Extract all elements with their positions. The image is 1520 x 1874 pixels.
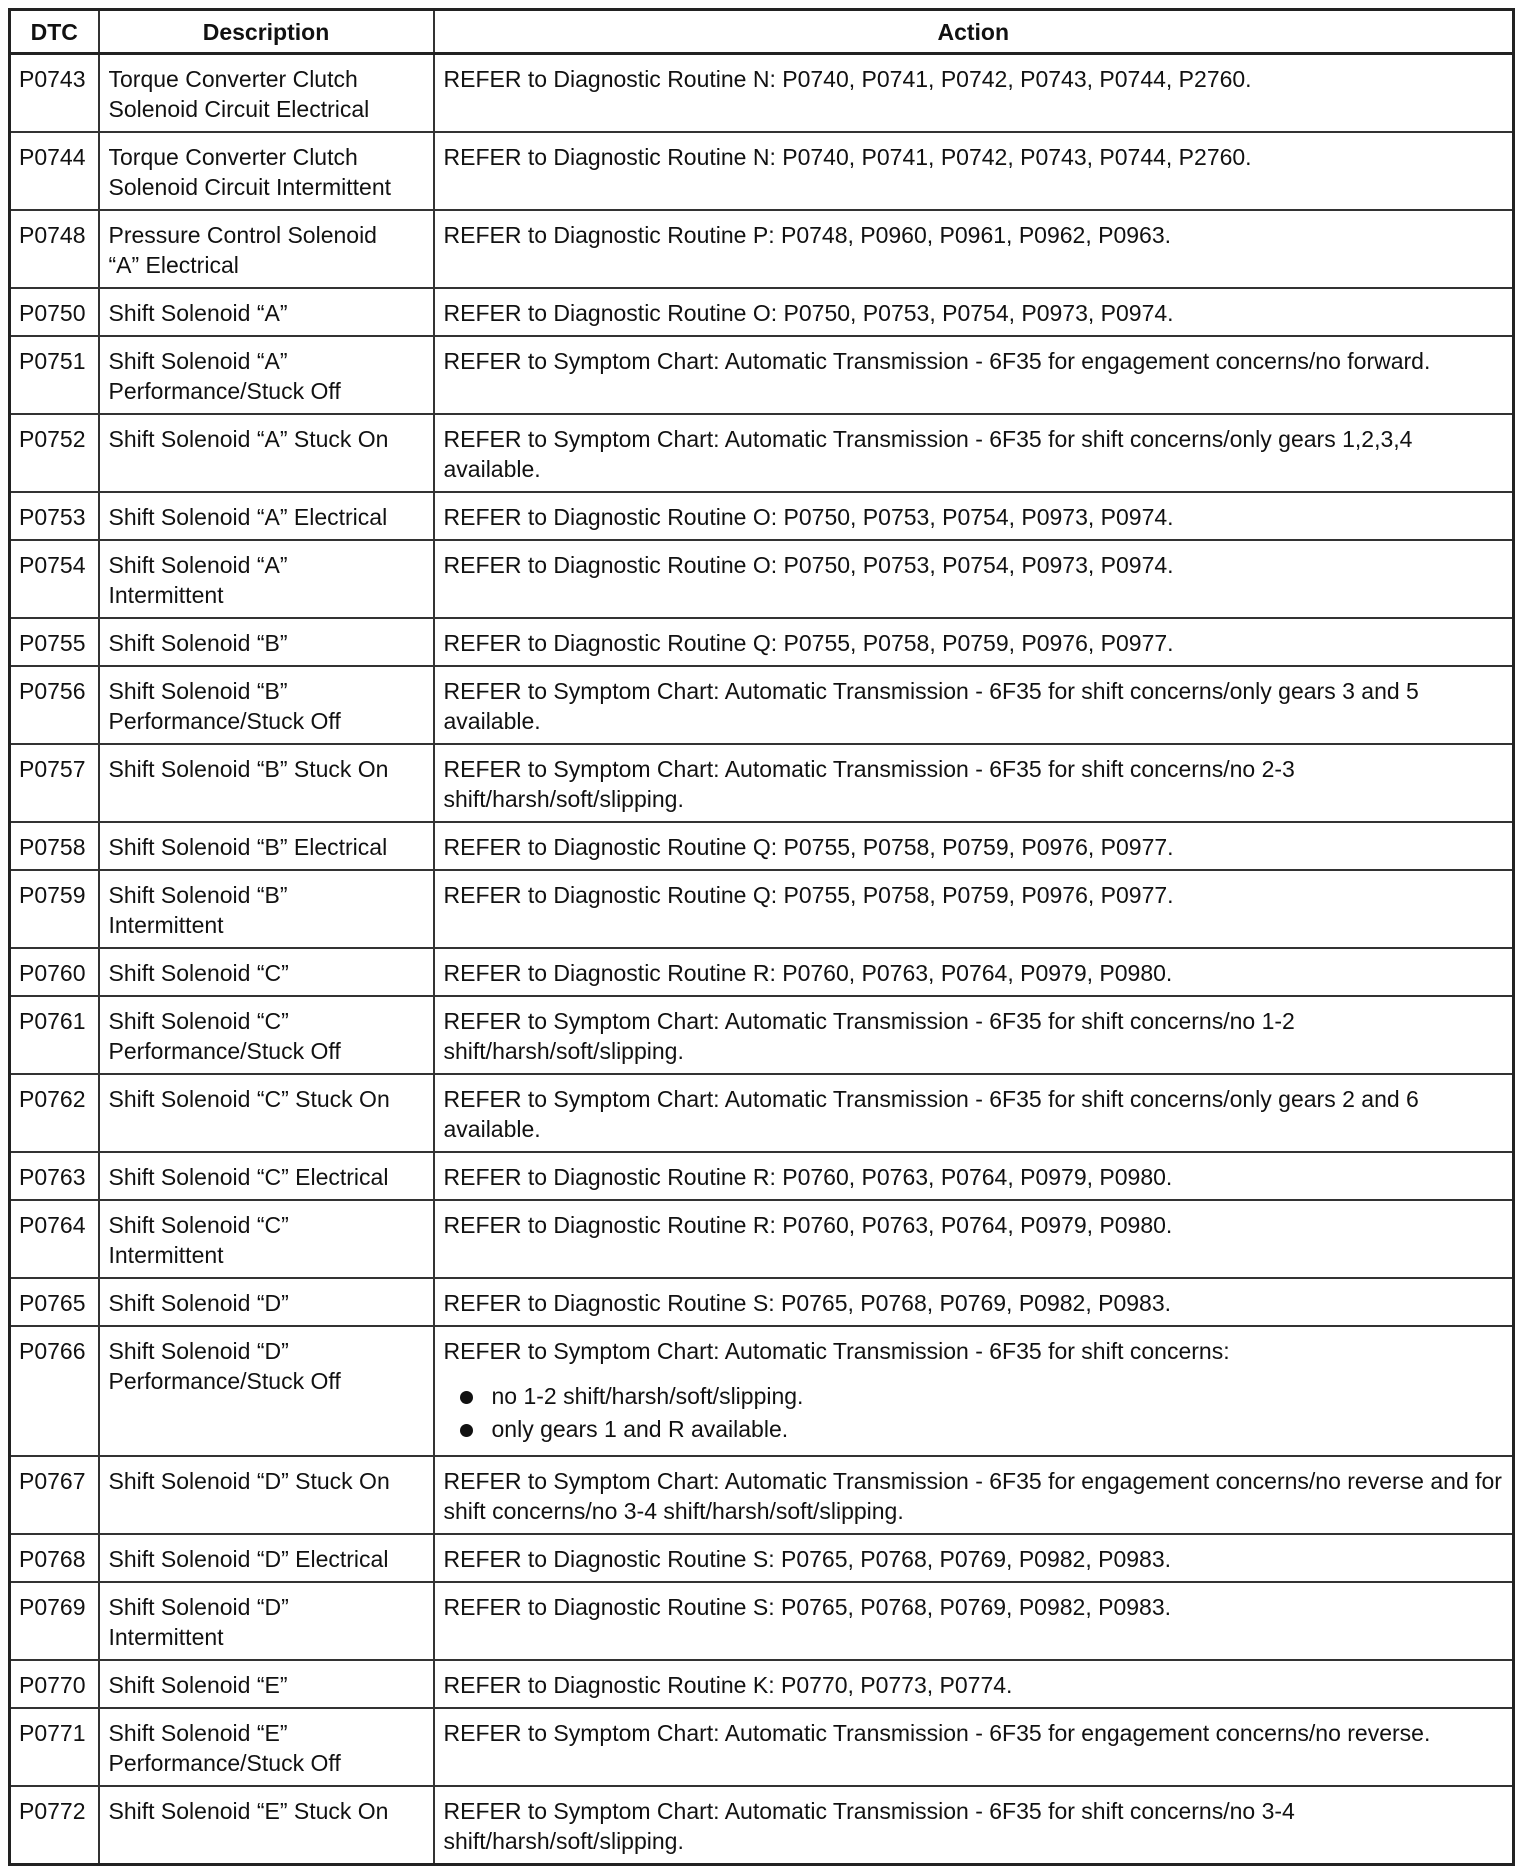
description-line-1: Shift Solenoid “C” <box>108 1212 289 1238</box>
dtc-code: P0751 <box>10 336 99 414</box>
table-row <box>10 666 1514 744</box>
dtc-action <box>434 1660 1514 1708</box>
table-header <box>10 10 1514 54</box>
dtc-table <box>8 8 1515 1866</box>
dtc-code: P0766 <box>10 1326 99 1456</box>
dtc-code: P0750 <box>10 288 99 336</box>
description-line-1: Torque Converter Clutch <box>108 144 358 170</box>
description-line-1: Shift Solenoid “B” <box>108 630 288 656</box>
dtc-action <box>434 1152 1514 1200</box>
description-line-1: Shift Solenoid “B” Electrical <box>108 834 388 860</box>
action-text: REFER to Diagnostic Routine S: P0765, P0768, P0769, P0982, P0983. <box>443 1594 1172 1620</box>
action-text: REFER to Symptom Chart: Automatic Transmission - 6F35 for shift concerns/no 1-2 shift/harsh/soft/slipping. <box>443 1008 1295 1064</box>
table-row <box>10 1152 1514 1200</box>
action-text: REFER to Diagnostic Routine R: P0760, P0763, P0764, P0979, P0980. <box>443 1212 1173 1238</box>
table-row <box>10 132 1514 210</box>
dtc-description <box>99 822 434 870</box>
description-line-1: Shift Solenoid “C” <box>108 1008 289 1034</box>
header-action: Action <box>434 10 1514 54</box>
action-text: REFER to Symptom Chart: Automatic Transmission - 6F35 for engagement concerns/no reverse and for shift concerns/no 3-4 shift/harsh/soft/slipping. <box>443 1468 1502 1524</box>
description-line-2: Intermittent <box>108 1624 224 1650</box>
action-text: REFER to Diagnostic Routine P: P0748, P0960, P0961, P0962, P0963. <box>443 222 1172 248</box>
dtc-code: P0769 <box>10 1582 99 1660</box>
description-line-2: Performance/Stuck Off <box>108 1750 341 1776</box>
dtc-description <box>99 618 434 666</box>
dtc-code: P0754 <box>10 540 99 618</box>
table-body <box>10 54 1514 1865</box>
description-line-1: Shift Solenoid “D” <box>108 1290 289 1316</box>
action-text: REFER to Diagnostic Routine O: P0750, P0753, P0754, P0973, P0974. <box>443 300 1174 326</box>
description-line-1: Shift Solenoid “D” <box>108 1338 289 1364</box>
table-row <box>10 870 1514 948</box>
description-line-2: Intermittent <box>108 582 224 608</box>
table-row <box>10 336 1514 414</box>
dtc-action <box>434 1326 1514 1456</box>
dtc-description <box>99 210 434 288</box>
table-row <box>10 822 1514 870</box>
dtc-description <box>99 1534 434 1582</box>
dtc-action <box>434 996 1514 1074</box>
table-row <box>10 618 1514 666</box>
description-line-1: Shift Solenoid “E” Stuck On <box>108 1798 389 1824</box>
table-row <box>10 1660 1514 1708</box>
bullet-dot-icon <box>460 1424 473 1437</box>
dtc-description <box>99 1660 434 1708</box>
dtc-code: P0760 <box>10 948 99 996</box>
table-row <box>10 288 1514 336</box>
dtc-code: P0757 <box>10 744 99 822</box>
dtc-action <box>434 1534 1514 1582</box>
dtc-action <box>434 414 1514 492</box>
dtc-description <box>99 1456 434 1534</box>
action-text: REFER to Diagnostic Routine O: P0750, P0753, P0754, P0973, P0974. <box>443 552 1174 578</box>
action-bullet-list <box>444 1380 1505 1446</box>
dtc-action <box>434 132 1514 210</box>
dtc-code: P0771 <box>10 1708 99 1786</box>
dtc-action <box>434 1708 1514 1786</box>
table-row <box>10 414 1514 492</box>
description-line-1: Shift Solenoid “E” <box>108 1720 288 1746</box>
description-line-1: Shift Solenoid “D” Electrical <box>108 1546 389 1572</box>
dtc-code: P0765 <box>10 1278 99 1326</box>
dtc-action <box>434 1278 1514 1326</box>
description-line-2: “A” Electrical <box>108 252 239 278</box>
action-bullet-item <box>444 1380 1505 1413</box>
dtc-code: P0762 <box>10 1074 99 1152</box>
action-text: REFER to Diagnostic Routine Q: P0755, P0758, P0759, P0976, P0977. <box>443 630 1174 656</box>
dtc-description <box>99 336 434 414</box>
dtc-description <box>99 540 434 618</box>
table-row <box>10 1456 1514 1534</box>
table-row <box>10 1074 1514 1152</box>
description-line-1: Shift Solenoid “C” Stuck On <box>108 1086 390 1112</box>
action-text: REFER to Diagnostic Routine S: P0765, P0768, P0769, P0982, P0983. <box>443 1546 1172 1572</box>
table-row <box>10 1278 1514 1326</box>
description-line-1: Shift Solenoid “B” Stuck On <box>108 756 389 782</box>
dtc-action <box>434 1456 1514 1534</box>
dtc-code: P0758 <box>10 822 99 870</box>
description-line-2: Performance/Stuck Off <box>108 1368 341 1394</box>
table-row <box>10 996 1514 1074</box>
description-line-1: Torque Converter Clutch <box>108 66 358 92</box>
dtc-action <box>434 870 1514 948</box>
dtc-code: P0772 <box>10 1786 99 1865</box>
dtc-description <box>99 948 434 996</box>
dtc-code: P0770 <box>10 1660 99 1708</box>
description-line-1: Shift Solenoid “B” <box>108 678 288 704</box>
dtc-description <box>99 1786 434 1865</box>
dtc-table-page <box>8 8 1512 1866</box>
description-line-2: Performance/Stuck Off <box>108 1038 341 1064</box>
dtc-code: P0768 <box>10 1534 99 1582</box>
action-text: REFER to Diagnostic Routine N: P0740, P0741, P0742, P0743, P0744, P2760. <box>443 144 1252 170</box>
dtc-description <box>99 414 434 492</box>
action-text: REFER to Diagnostic Routine N: P0740, P0741, P0742, P0743, P0744, P2760. <box>443 66 1252 92</box>
dtc-action <box>434 1074 1514 1152</box>
dtc-action <box>434 1200 1514 1278</box>
dtc-action <box>434 666 1514 744</box>
dtc-description <box>99 1278 434 1326</box>
dtc-code: P0748 <box>10 210 99 288</box>
dtc-code: P0763 <box>10 1152 99 1200</box>
description-line-1: Shift Solenoid “B” <box>108 882 288 908</box>
dtc-description <box>99 132 434 210</box>
action-text: REFER to Symptom Chart: Automatic Transmission - 6F35 for shift concerns: <box>443 1338 1230 1364</box>
action-text: REFER to Symptom Chart: Automatic Transmission - 6F35 for shift concerns/no 3-4 shift/harsh/soft/slipping. <box>443 1798 1295 1854</box>
table-row <box>10 1582 1514 1660</box>
dtc-code: P0767 <box>10 1456 99 1534</box>
dtc-description <box>99 1200 434 1278</box>
action-text: REFER to Diagnostic Routine Q: P0755, P0758, P0759, P0976, P0977. <box>443 882 1174 908</box>
table-row <box>10 492 1514 540</box>
description-line-1: Shift Solenoid “C” <box>108 960 289 986</box>
table-row <box>10 1786 1514 1865</box>
header-description: Description <box>99 10 434 54</box>
action-text: REFER to Diagnostic Routine S: P0765, P0768, P0769, P0982, P0983. <box>443 1290 1172 1316</box>
header-dtc: DTC <box>10 10 99 54</box>
dtc-action <box>434 336 1514 414</box>
description-line-1: Shift Solenoid “A” <box>108 348 288 374</box>
description-line-1: Shift Solenoid “D” Stuck On <box>108 1468 390 1494</box>
description-line-1: Shift Solenoid “A” <box>108 552 288 578</box>
dtc-description <box>99 1074 434 1152</box>
dtc-code: P0744 <box>10 132 99 210</box>
action-bullet-item <box>444 1413 1505 1446</box>
table-row <box>10 1534 1514 1582</box>
dtc-code: P0743 <box>10 54 99 133</box>
dtc-action <box>434 492 1514 540</box>
table-row <box>10 1708 1514 1786</box>
dtc-description <box>99 744 434 822</box>
dtc-description <box>99 54 434 133</box>
dtc-description <box>99 1582 434 1660</box>
description-line-1: Shift Solenoid “A” <box>108 300 288 326</box>
table-row <box>10 948 1514 996</box>
table-row <box>10 1200 1514 1278</box>
description-line-1: Shift Solenoid “A” Stuck On <box>108 426 389 452</box>
dtc-code: P0759 <box>10 870 99 948</box>
dtc-code: P0755 <box>10 618 99 666</box>
dtc-action <box>434 210 1514 288</box>
action-text: REFER to Symptom Chart: Automatic Transmission - 6F35 for engagement concerns/no reverse. <box>443 1720 1431 1746</box>
action-text: REFER to Symptom Chart: Automatic Transmission - 6F35 for shift concerns/only gears 3 and 5 available. <box>443 678 1419 734</box>
description-line-2: Performance/Stuck Off <box>108 378 341 404</box>
description-line-1: Shift Solenoid “A” Electrical <box>108 504 388 530</box>
table-row <box>10 744 1514 822</box>
dtc-action <box>434 288 1514 336</box>
dtc-code: P0753 <box>10 492 99 540</box>
dtc-action <box>434 1582 1514 1660</box>
dtc-description <box>99 1708 434 1786</box>
bullet-text: only gears 1 and R available. <box>491 1416 789 1442</box>
dtc-description <box>99 666 434 744</box>
description-line-1: Shift Solenoid “C” Electrical <box>108 1164 389 1190</box>
table-row <box>10 210 1514 288</box>
dtc-description <box>99 288 434 336</box>
dtc-description <box>99 996 434 1074</box>
description-line-1: Shift Solenoid “E” <box>108 1672 288 1698</box>
action-text: REFER to Diagnostic Routine O: P0750, P0753, P0754, P0973, P0974. <box>443 504 1174 530</box>
action-text: REFER to Symptom Chart: Automatic Transmission - 6F35 for shift concerns/only gears 1,2,3,4 available. <box>443 426 1413 482</box>
dtc-code: P0761 <box>10 996 99 1074</box>
table-row <box>10 54 1514 133</box>
description-line-2: Intermittent <box>108 912 224 938</box>
action-text: REFER to Diagnostic Routine K: P0770, P0773, P0774. <box>443 1672 1013 1698</box>
action-text: REFER to Symptom Chart: Automatic Transmission - 6F35 for shift concerns/no 2-3 shift/harsh/soft/slipping. <box>443 756 1295 812</box>
dtc-code: P0756 <box>10 666 99 744</box>
bullet-dot-icon <box>460 1391 473 1404</box>
table-row <box>10 1326 1514 1456</box>
dtc-action <box>434 54 1514 133</box>
dtc-description <box>99 1326 434 1456</box>
dtc-description <box>99 492 434 540</box>
description-line-1: Shift Solenoid “D” <box>108 1594 289 1620</box>
action-text: REFER to Diagnostic Routine R: P0760, P0763, P0764, P0979, P0980. <box>443 1164 1173 1190</box>
dtc-action <box>434 822 1514 870</box>
description-line-2: Solenoid Circuit Intermittent <box>108 174 392 200</box>
action-text: REFER to Diagnostic Routine Q: P0755, P0758, P0759, P0976, P0977. <box>443 834 1174 860</box>
description-line-2: Solenoid Circuit Electrical <box>108 96 370 122</box>
dtc-action <box>434 1786 1514 1865</box>
dtc-code: P0764 <box>10 1200 99 1278</box>
action-text: REFER to Symptom Chart: Automatic Transmission - 6F35 for shift concerns/only gears 2 and 6 available. <box>443 1086 1419 1142</box>
description-line-2: Performance/Stuck Off <box>108 708 341 734</box>
dtc-action <box>434 744 1514 822</box>
action-text: REFER to Diagnostic Routine R: P0760, P0763, P0764, P0979, P0980. <box>443 960 1173 986</box>
dtc-action <box>434 618 1514 666</box>
dtc-code: P0752 <box>10 414 99 492</box>
bullet-text: no 1-2 shift/harsh/soft/slipping. <box>491 1383 804 1409</box>
dtc-action <box>434 540 1514 618</box>
description-line-2: Intermittent <box>108 1242 224 1268</box>
dtc-action <box>434 948 1514 996</box>
dtc-description <box>99 870 434 948</box>
header-row <box>10 10 1514 54</box>
table-row <box>10 540 1514 618</box>
dtc-description <box>99 1152 434 1200</box>
description-line-1: Pressure Control Solenoid <box>108 222 377 248</box>
action-text: REFER to Symptom Chart: Automatic Transmission - 6F35 for engagement concerns/no forward. <box>443 348 1431 374</box>
